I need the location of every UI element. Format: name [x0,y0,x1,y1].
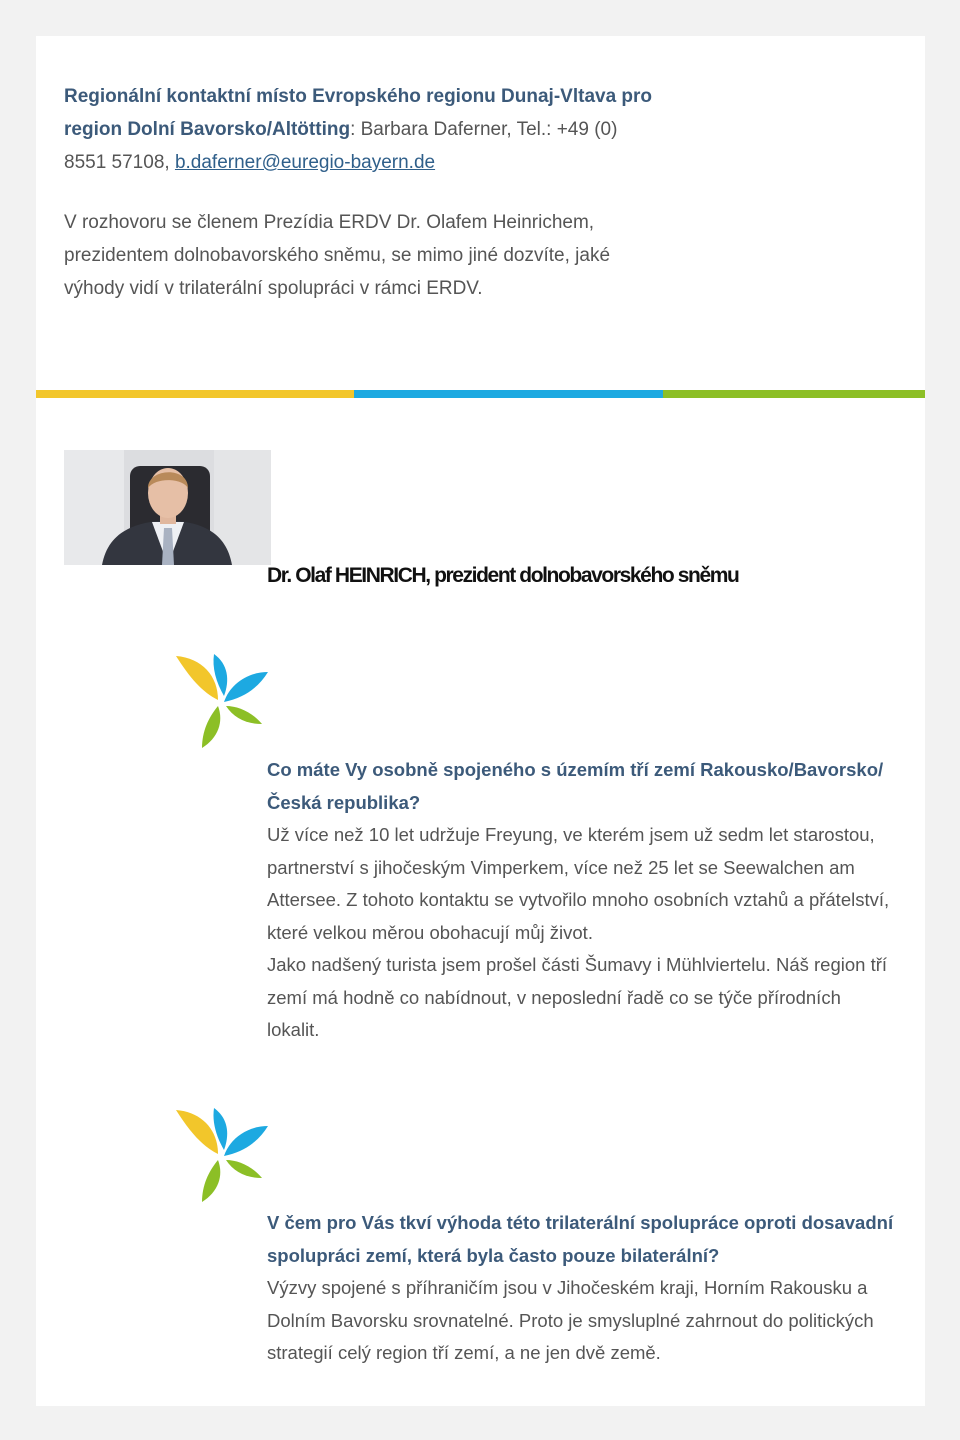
color-divider [36,390,925,398]
newsletter-card [36,36,925,1406]
divider-green [663,390,925,398]
contact-block [64,80,654,179]
euregio-logo-icon [172,650,272,750]
qa-block-1 [267,754,897,1047]
euregio-logo-icon [172,1104,272,1204]
portrait-caption: Dr. Olaf HEINRICH, prezident dolnobavorského sněmu [267,564,739,587]
contact-title: Regionální kontaktní místo Evropského regionu Dunaj-Vltava pro region Dolní Bavorsko/Altötting [64,86,653,140]
intro-text: V rozhovoru se členem Prezídia ERDV Dr. Olafem Heinrichem, prezidentem dolnobavorského sněmu, se mimo jiné dozvíte, jaké výhody vidí v trilaterální spolupráci v rámci ERDV. [64,212,611,299]
divider-blue [354,390,663,398]
portrait-photo [64,450,271,565]
email-link[interactable]: b.daferner@euregio-bayern.de [174,152,436,173]
divider-yellow [36,390,354,398]
answer-1-paragraph-1: Už více než 10 let udržuje Freyung, ve kterém jsem už sedm let starostou, partnerství s jihočeským Vimperkem, více než 25 let se Seewalchen am Attersee. Z tohoto kontaktu se vytvořilo mnoho osobních vztahů a přátelství, které velkou měrou obohacují můj život. [267,824,890,943]
contact-details: : Barbara Daferner, Tel.: +49 (0) 8551 57108, [64,119,618,173]
qa-block-2 [267,1207,897,1370]
answer-2-paragraph-1: Výzvy spojené s příhraničím jsou v Jihočeském kraji, Horním Rakousku a Dolním Bavorsku srovnatelné. Proto je smysluplné zahrnout do politických strategií celý region tří zemí, a ne jen dvě země. [267,1277,874,1363]
answer-1-paragraph-2: Jako nadšený turista jsem prošel části Šumavy i Mühlviertelu. Náš region tří zemí má hodně co nabídnout, v neposlední řadě co se týče přírodních lokalit. [267,954,888,1040]
question-1: Co máte Vy osobně spojeného s územím tří zemí Rakousko/Bavorsko/Česká republika? [267,759,884,813]
question-2: V čem pro Vás tkví výhoda této trilaterální spolupráce oproti dosavadní spolupráci zemí, která byla často pouze bilaterální? [267,1212,894,1266]
